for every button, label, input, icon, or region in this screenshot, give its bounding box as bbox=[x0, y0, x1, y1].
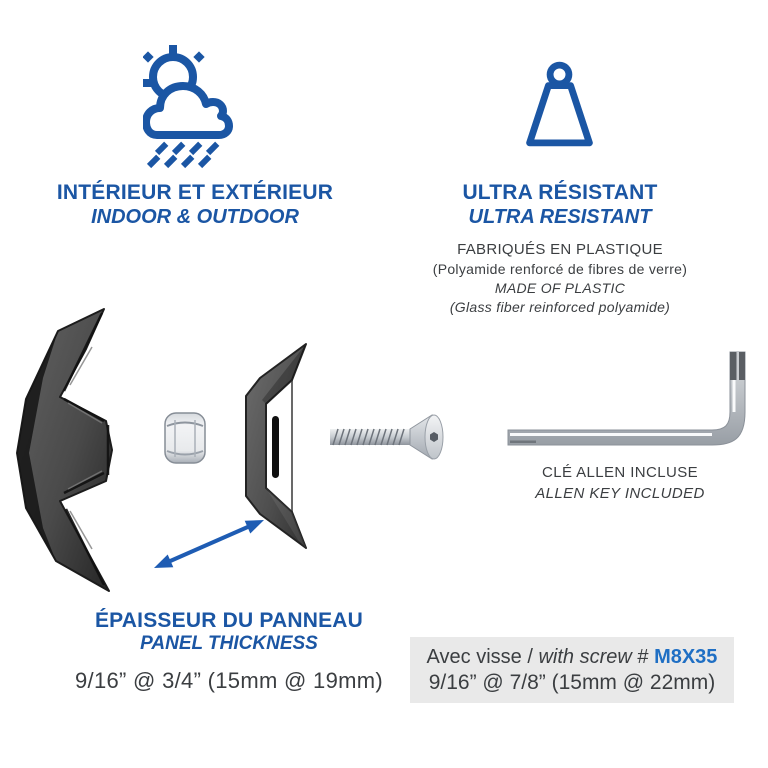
allen-key-image bbox=[502, 342, 748, 448]
feature-ultra-resistant bbox=[400, 180, 720, 317]
countersunk-screw-image bbox=[328, 410, 450, 464]
feature-title-en: INDOOR & OUTDOOR bbox=[91, 206, 299, 229]
screw-range: 9/16” @ 7/8” (15mm @ 22mm) bbox=[428, 670, 716, 694]
screw-info-line bbox=[427, 646, 718, 669]
thickness-arrow-icon bbox=[152, 512, 270, 574]
panel-thickness-title-en: PANEL THICKNESS bbox=[140, 633, 318, 655]
large-corner-connector-image bbox=[12, 303, 167, 595]
panel-thickness-title-fr: ÉPAISSEUR DU PANNEAU bbox=[94, 609, 364, 632]
allen-key-caption bbox=[495, 462, 745, 504]
screw-label-separator: / bbox=[521, 645, 539, 668]
sun-cloud-rain-icon bbox=[143, 45, 243, 170]
screw-label-en: with screw bbox=[538, 645, 632, 668]
weight-icon bbox=[512, 60, 607, 154]
screw-label-fr: Avec visse bbox=[426, 645, 522, 668]
screw-hash: # bbox=[631, 645, 655, 668]
screw-info-box bbox=[410, 637, 734, 703]
material-line-fr: FABRIQUÉS EN PLASTIQUE bbox=[457, 241, 663, 259]
allen-key-caption-en: ALLEN KEY INCLUDED bbox=[535, 485, 705, 502]
feature-title-fr: INTÉRIEUR ET EXTÉRIEUR bbox=[56, 181, 334, 204]
material-note-en: (Glass fiber reinforced polyamide) bbox=[449, 299, 671, 316]
feature-title-en: ULTRA RESISTANT bbox=[468, 206, 652, 229]
allen-key-caption-fr: CLÉ ALLEN INCLUSE bbox=[541, 464, 699, 481]
material-note-fr: (Polyamide renforcé de fibres de verre) bbox=[432, 261, 688, 278]
screw-model: M8X35 bbox=[654, 645, 718, 668]
hex-nut-image bbox=[162, 410, 208, 466]
feature-title-fr: ULTRA RÉSISTANT bbox=[462, 181, 658, 204]
material-line-en: MADE OF PLASTIC bbox=[494, 280, 626, 297]
feature-indoor-outdoor bbox=[30, 180, 360, 229]
panel-thickness-range: 9/16” @ 3/4” (15mm @ 19mm) bbox=[75, 667, 383, 693]
panel-thickness-block bbox=[40, 608, 418, 694]
